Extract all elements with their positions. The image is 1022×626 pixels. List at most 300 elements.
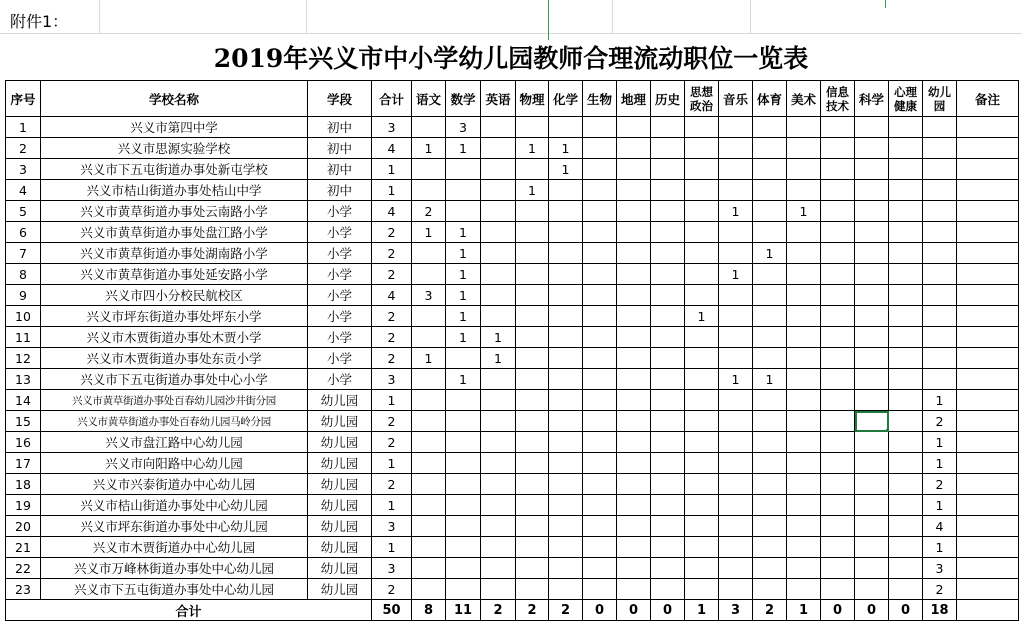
row-subject-cell[interactable] xyxy=(446,159,481,180)
row-subject-cell[interactable] xyxy=(617,453,651,474)
row-subject-cell[interactable] xyxy=(719,558,753,579)
row-subject-cell[interactable] xyxy=(583,285,617,306)
row-school[interactable]: 兴义市黄草街道办事处百春幼儿园马岭分园 xyxy=(41,411,308,432)
row-subject-cell[interactable] xyxy=(719,495,753,516)
row-subject-cell[interactable] xyxy=(583,264,617,285)
row-seq[interactable]: 9 xyxy=(6,285,41,306)
row-subject-cell[interactable] xyxy=(889,264,923,285)
row-seq[interactable]: 10 xyxy=(6,306,41,327)
row-subject-cell[interactable] xyxy=(651,537,685,558)
row-subject-cell[interactable] xyxy=(923,306,957,327)
row-subject-cell[interactable] xyxy=(855,180,889,201)
row-seq[interactable]: 6 xyxy=(6,222,41,243)
row-subject-cell[interactable] xyxy=(481,264,516,285)
row-subject-cell[interactable] xyxy=(787,579,821,600)
row-seq[interactable]: 4 xyxy=(6,180,41,201)
row-subject-cell[interactable] xyxy=(719,243,753,264)
row-subject-cell[interactable] xyxy=(481,180,516,201)
row-subject-cell[interactable] xyxy=(685,516,719,537)
row-subject-cell[interactable] xyxy=(412,495,446,516)
row-subject-cell[interactable] xyxy=(617,495,651,516)
row-subject-cell[interactable] xyxy=(855,243,889,264)
row-subject-cell[interactable] xyxy=(412,306,446,327)
row-total[interactable]: 4 xyxy=(372,138,412,159)
header-subject[interactable]: 数学 xyxy=(446,81,481,117)
row-subject-cell[interactable] xyxy=(412,411,446,432)
row-subject-cell[interactable] xyxy=(516,117,549,138)
row-school[interactable]: 兴义市下五屯街道办事处中心幼儿园 xyxy=(41,579,308,600)
row-subject-cell[interactable]: 4 xyxy=(923,516,957,537)
row-subject-cell[interactable] xyxy=(753,222,787,243)
row-subject-cell[interactable] xyxy=(549,201,583,222)
row-subject-cell[interactable] xyxy=(787,180,821,201)
row-school[interactable]: 兴义市黄草街道办事处百春幼儿园沙井街分园 xyxy=(41,390,308,411)
row-subject-cell[interactable] xyxy=(549,222,583,243)
row-school[interactable]: 兴义市四小分校民航校区 xyxy=(41,285,308,306)
row-notes-cell[interactable] xyxy=(957,579,1019,600)
header-subject[interactable]: 生物 xyxy=(583,81,617,117)
row-subject-cell[interactable] xyxy=(685,474,719,495)
row-subject-cell[interactable] xyxy=(651,285,685,306)
row-seq[interactable]: 15 xyxy=(6,411,41,432)
row-subject-cell[interactable] xyxy=(889,537,923,558)
row-subject-cell[interactable] xyxy=(719,390,753,411)
row-subject-cell[interactable] xyxy=(549,285,583,306)
row-subject-cell[interactable] xyxy=(889,159,923,180)
row-seq[interactable]: 2 xyxy=(6,138,41,159)
row-subject-cell[interactable] xyxy=(787,495,821,516)
row-subject-cell[interactable] xyxy=(481,516,516,537)
row-level[interactable]: 幼儿园 xyxy=(308,432,372,453)
row-subject-cell[interactable]: 1 xyxy=(412,138,446,159)
row-notes-cell[interactable] xyxy=(957,201,1019,222)
row-subject-cell[interactable] xyxy=(481,159,516,180)
row-subject-cell[interactable] xyxy=(787,117,821,138)
row-subject-cell[interactable] xyxy=(412,516,446,537)
row-subject-cell[interactable] xyxy=(549,411,583,432)
row-seq[interactable]: 23 xyxy=(6,579,41,600)
row-subject-cell[interactable] xyxy=(889,285,923,306)
header-subject[interactable]: 幼儿园 xyxy=(923,81,957,117)
row-subject-cell[interactable] xyxy=(446,180,481,201)
total-cell[interactable]: 2 xyxy=(753,600,787,621)
row-seq[interactable]: 7 xyxy=(6,243,41,264)
row-subject-cell[interactable] xyxy=(651,138,685,159)
row-subject-cell[interactable] xyxy=(923,327,957,348)
row-subject-cell[interactable] xyxy=(516,516,549,537)
total-cell[interactable]: 8 xyxy=(412,600,446,621)
row-subject-cell[interactable] xyxy=(583,579,617,600)
row-subject-cell[interactable] xyxy=(549,558,583,579)
row-subject-cell[interactable]: 1 xyxy=(753,369,787,390)
row-subject-cell[interactable] xyxy=(481,390,516,411)
row-school[interactable]: 兴义市木贾街道办中心幼儿园 xyxy=(41,537,308,558)
header-subject[interactable]: 心理健康 xyxy=(889,81,923,117)
row-subject-cell[interactable] xyxy=(617,159,651,180)
row-level[interactable]: 初中 xyxy=(308,159,372,180)
row-subject-cell[interactable] xyxy=(787,432,821,453)
row-total[interactable]: 1 xyxy=(372,180,412,201)
row-subject-cell[interactable] xyxy=(651,411,685,432)
row-subject-cell[interactable] xyxy=(549,348,583,369)
row-total[interactable]: 3 xyxy=(372,516,412,537)
row-subject-cell[interactable] xyxy=(617,243,651,264)
row-subject-cell[interactable] xyxy=(685,180,719,201)
row-subject-cell[interactable] xyxy=(412,390,446,411)
row-subject-cell[interactable]: 1 xyxy=(719,369,753,390)
row-level[interactable]: 小学 xyxy=(308,201,372,222)
row-subject-cell[interactable] xyxy=(685,159,719,180)
row-subject-cell[interactable] xyxy=(719,537,753,558)
row-subject-cell[interactable] xyxy=(516,285,549,306)
row-total[interactable]: 2 xyxy=(372,243,412,264)
row-subject-cell[interactable] xyxy=(412,579,446,600)
row-level[interactable]: 幼儿园 xyxy=(308,516,372,537)
row-subject-cell[interactable] xyxy=(753,432,787,453)
row-subject-cell[interactable] xyxy=(516,327,549,348)
row-subject-cell[interactable] xyxy=(719,516,753,537)
row-subject-cell[interactable] xyxy=(821,222,855,243)
row-subject-cell[interactable] xyxy=(719,222,753,243)
row-subject-cell[interactable] xyxy=(549,390,583,411)
total-cell[interactable]: 18 xyxy=(923,600,957,621)
row-subject-cell[interactable] xyxy=(617,432,651,453)
row-subject-cell[interactable] xyxy=(617,138,651,159)
row-notes-cell[interactable] xyxy=(957,390,1019,411)
row-subject-cell[interactable] xyxy=(855,327,889,348)
total-notes-cell[interactable] xyxy=(957,600,1019,621)
row-level[interactable]: 小学 xyxy=(308,306,372,327)
row-subject-cell[interactable] xyxy=(685,117,719,138)
total-cell[interactable]: 1 xyxy=(787,600,821,621)
row-level[interactable]: 小学 xyxy=(308,348,372,369)
row-subject-cell[interactable]: 1 xyxy=(923,390,957,411)
row-subject-cell[interactable] xyxy=(855,201,889,222)
total-cell[interactable]: 0 xyxy=(889,600,923,621)
row-subject-cell[interactable] xyxy=(923,264,957,285)
row-subject-cell[interactable] xyxy=(549,495,583,516)
row-subject-cell[interactable] xyxy=(821,516,855,537)
row-school[interactable]: 兴义市木贾街道办事处木贾小学 xyxy=(41,327,308,348)
header-subject[interactable]: 语文 xyxy=(412,81,446,117)
row-subject-cell[interactable] xyxy=(549,180,583,201)
row-subject-cell[interactable] xyxy=(787,348,821,369)
row-subject-cell[interactable]: 1 xyxy=(719,264,753,285)
row-school[interactable]: 兴义市坪东街道办事处坪东小学 xyxy=(41,306,308,327)
row-subject-cell[interactable] xyxy=(651,390,685,411)
row-total[interactable]: 2 xyxy=(372,264,412,285)
row-subject-cell[interactable] xyxy=(889,348,923,369)
row-notes-cell[interactable] xyxy=(957,516,1019,537)
row-subject-cell[interactable] xyxy=(821,138,855,159)
row-subject-cell[interactable] xyxy=(583,138,617,159)
row-subject-cell[interactable]: 1 xyxy=(446,222,481,243)
row-subject-cell[interactable] xyxy=(719,348,753,369)
row-notes-cell[interactable] xyxy=(957,285,1019,306)
row-level[interactable]: 幼儿园 xyxy=(308,579,372,600)
row-seq[interactable]: 14 xyxy=(6,390,41,411)
row-level[interactable]: 初中 xyxy=(308,180,372,201)
row-subject-cell[interactable] xyxy=(889,453,923,474)
row-subject-cell[interactable] xyxy=(923,180,957,201)
row-subject-cell[interactable] xyxy=(889,306,923,327)
row-level[interactable]: 小学 xyxy=(308,222,372,243)
row-total[interactable]: 2 xyxy=(372,411,412,432)
row-subject-cell[interactable] xyxy=(787,138,821,159)
row-subject-cell[interactable] xyxy=(446,495,481,516)
row-subject-cell[interactable] xyxy=(923,243,957,264)
row-notes-cell[interactable] xyxy=(957,306,1019,327)
row-subject-cell[interactable] xyxy=(516,432,549,453)
header-subject[interactable]: 英语 xyxy=(481,81,516,117)
row-subject-cell[interactable]: 1 xyxy=(481,327,516,348)
row-subject-cell[interactable] xyxy=(753,327,787,348)
row-subject-cell[interactable] xyxy=(923,369,957,390)
row-subject-cell[interactable] xyxy=(821,327,855,348)
row-subject-cell[interactable] xyxy=(753,516,787,537)
row-subject-cell[interactable] xyxy=(446,579,481,600)
row-subject-cell[interactable] xyxy=(516,453,549,474)
row-total[interactable]: 2 xyxy=(372,432,412,453)
row-subject-cell[interactable] xyxy=(685,453,719,474)
row-subject-cell[interactable] xyxy=(549,453,583,474)
row-subject-cell[interactable] xyxy=(446,474,481,495)
row-subject-cell[interactable] xyxy=(719,327,753,348)
row-subject-cell[interactable] xyxy=(821,537,855,558)
row-subject-cell[interactable] xyxy=(583,390,617,411)
row-subject-cell[interactable]: 1 xyxy=(446,327,481,348)
row-subject-cell[interactable] xyxy=(651,243,685,264)
row-subject-cell[interactable] xyxy=(446,453,481,474)
row-subject-cell[interactable] xyxy=(516,411,549,432)
row-seq[interactable]: 11 xyxy=(6,327,41,348)
row-subject-cell[interactable]: 1 xyxy=(446,306,481,327)
row-subject-cell[interactable] xyxy=(685,390,719,411)
row-subject-cell[interactable] xyxy=(516,369,549,390)
row-subject-cell[interactable]: 3 xyxy=(412,285,446,306)
header-subject[interactable]: 化学 xyxy=(549,81,583,117)
row-level[interactable]: 幼儿园 xyxy=(308,390,372,411)
row-subject-cell[interactable] xyxy=(719,285,753,306)
row-subject-cell[interactable] xyxy=(617,348,651,369)
row-seq[interactable]: 17 xyxy=(6,453,41,474)
row-total[interactable]: 4 xyxy=(372,201,412,222)
row-subject-cell[interactable]: 1 xyxy=(923,537,957,558)
row-subject-cell[interactable] xyxy=(651,180,685,201)
row-subject-cell[interactable] xyxy=(481,243,516,264)
row-school[interactable]: 兴义市思源实验学校 xyxy=(41,138,308,159)
row-subject-cell[interactable] xyxy=(787,390,821,411)
row-subject-cell[interactable]: 2 xyxy=(412,201,446,222)
row-notes-cell[interactable] xyxy=(957,411,1019,432)
row-subject-cell[interactable] xyxy=(583,201,617,222)
row-subject-cell[interactable]: 1 xyxy=(446,369,481,390)
row-subject-cell[interactable] xyxy=(821,453,855,474)
row-subject-cell[interactable] xyxy=(923,222,957,243)
row-subject-cell[interactable] xyxy=(549,474,583,495)
row-subject-cell[interactable] xyxy=(549,432,583,453)
row-subject-cell[interactable] xyxy=(617,369,651,390)
row-subject-cell[interactable] xyxy=(855,306,889,327)
row-subject-cell[interactable] xyxy=(583,369,617,390)
row-subject-cell[interactable]: 1 xyxy=(412,348,446,369)
row-subject-cell[interactable] xyxy=(855,117,889,138)
row-level[interactable]: 幼儿园 xyxy=(308,453,372,474)
row-school[interactable]: 兴义市黄草街道办事处延安路小学 xyxy=(41,264,308,285)
row-subject-cell[interactable] xyxy=(481,201,516,222)
row-school[interactable]: 兴义市兴泰街道办中心幼儿园 xyxy=(41,474,308,495)
row-subject-cell[interactable] xyxy=(855,474,889,495)
row-subject-cell[interactable] xyxy=(481,579,516,600)
row-level[interactable]: 幼儿园 xyxy=(308,537,372,558)
row-subject-cell[interactable] xyxy=(787,285,821,306)
row-subject-cell[interactable] xyxy=(753,474,787,495)
total-cell[interactable]: 0 xyxy=(651,600,685,621)
row-subject-cell[interactable] xyxy=(685,264,719,285)
row-subject-cell[interactable]: 1 xyxy=(446,243,481,264)
row-subject-cell[interactable] xyxy=(481,495,516,516)
row-subject-cell[interactable] xyxy=(651,159,685,180)
row-subject-cell[interactable] xyxy=(821,558,855,579)
row-subject-cell[interactable] xyxy=(446,348,481,369)
total-cell[interactable]: 0 xyxy=(583,600,617,621)
row-subject-cell[interactable] xyxy=(412,180,446,201)
row-seq[interactable]: 20 xyxy=(6,516,41,537)
row-subject-cell[interactable] xyxy=(719,138,753,159)
row-subject-cell[interactable] xyxy=(753,495,787,516)
row-subject-cell[interactable] xyxy=(753,180,787,201)
row-subject-cell[interactable] xyxy=(753,138,787,159)
row-total[interactable]: 3 xyxy=(372,369,412,390)
row-subject-cell[interactable] xyxy=(821,369,855,390)
row-subject-cell[interactable] xyxy=(821,411,855,432)
row-subject-cell[interactable] xyxy=(617,117,651,138)
row-subject-cell[interactable] xyxy=(753,390,787,411)
row-subject-cell[interactable] xyxy=(753,558,787,579)
row-subject-cell[interactable] xyxy=(787,159,821,180)
row-subject-cell[interactable] xyxy=(446,390,481,411)
row-subject-cell[interactable]: 3 xyxy=(923,558,957,579)
row-subject-cell[interactable]: 1 xyxy=(446,138,481,159)
row-subject-cell[interactable] xyxy=(753,537,787,558)
row-subject-cell[interactable]: 1 xyxy=(753,243,787,264)
row-school[interactable]: 兴义市桔山街道办事处桔山中学 xyxy=(41,180,308,201)
row-subject-cell[interactable]: 2 xyxy=(923,474,957,495)
row-subject-cell[interactable] xyxy=(583,348,617,369)
row-subject-cell[interactable]: 1 xyxy=(549,138,583,159)
total-cell[interactable]: 2 xyxy=(481,600,516,621)
row-subject-cell[interactable] xyxy=(481,369,516,390)
header-school[interactable]: 学校名称 xyxy=(41,81,308,117)
row-subject-cell[interactable] xyxy=(753,453,787,474)
row-subject-cell[interactable] xyxy=(549,579,583,600)
row-school[interactable]: 兴义市下五屯街道办事处中心小学 xyxy=(41,369,308,390)
row-seq[interactable]: 5 xyxy=(6,201,41,222)
row-level[interactable]: 小学 xyxy=(308,327,372,348)
header-subject[interactable]: 思想政治 xyxy=(685,81,719,117)
row-subject-cell[interactable] xyxy=(446,516,481,537)
row-subject-cell[interactable] xyxy=(685,348,719,369)
row-subject-cell[interactable] xyxy=(855,537,889,558)
row-subject-cell[interactable] xyxy=(651,516,685,537)
row-subject-cell[interactable] xyxy=(617,537,651,558)
row-subject-cell[interactable] xyxy=(651,369,685,390)
row-subject-cell[interactable] xyxy=(516,243,549,264)
row-subject-cell[interactable] xyxy=(516,537,549,558)
row-subject-cell[interactable] xyxy=(855,159,889,180)
row-notes-cell[interactable] xyxy=(957,432,1019,453)
row-subject-cell[interactable] xyxy=(787,369,821,390)
row-subject-cell[interactable] xyxy=(651,579,685,600)
row-subject-cell[interactable] xyxy=(855,138,889,159)
row-subject-cell[interactable] xyxy=(719,180,753,201)
row-subject-cell[interactable] xyxy=(583,516,617,537)
row-subject-cell[interactable] xyxy=(412,264,446,285)
row-subject-cell[interactable] xyxy=(855,285,889,306)
row-subject-cell[interactable] xyxy=(617,327,651,348)
row-subject-cell[interactable] xyxy=(787,327,821,348)
row-total[interactable]: 2 xyxy=(372,348,412,369)
header-subject[interactable]: 科学 xyxy=(855,81,889,117)
row-subject-cell[interactable] xyxy=(889,432,923,453)
row-subject-cell[interactable] xyxy=(787,264,821,285)
row-school[interactable]: 兴义市坪东街道办事处中心幼儿园 xyxy=(41,516,308,537)
row-subject-cell[interactable] xyxy=(719,579,753,600)
row-subject-cell[interactable] xyxy=(753,306,787,327)
row-notes-cell[interactable] xyxy=(957,180,1019,201)
row-subject-cell[interactable] xyxy=(583,222,617,243)
row-subject-cell[interactable] xyxy=(821,201,855,222)
row-subject-cell[interactable] xyxy=(719,159,753,180)
row-subject-cell[interactable] xyxy=(787,453,821,474)
row-subject-cell[interactable] xyxy=(412,453,446,474)
row-subject-cell[interactable] xyxy=(583,159,617,180)
total-sum[interactable]: 50 xyxy=(372,600,412,621)
row-subject-cell[interactable] xyxy=(855,264,889,285)
row-subject-cell[interactable] xyxy=(412,117,446,138)
total-cell[interactable]: 1 xyxy=(685,600,719,621)
row-subject-cell[interactable] xyxy=(412,159,446,180)
row-subject-cell[interactable]: 1 xyxy=(923,432,957,453)
row-subject-cell[interactable] xyxy=(889,117,923,138)
row-subject-cell[interactable] xyxy=(583,474,617,495)
header-subject[interactable]: 美术 xyxy=(787,81,821,117)
row-subject-cell[interactable] xyxy=(481,432,516,453)
row-subject-cell[interactable] xyxy=(481,138,516,159)
row-notes-cell[interactable] xyxy=(957,117,1019,138)
row-school[interactable]: 兴义市黄草街道办事处湖南路小学 xyxy=(41,243,308,264)
row-subject-cell[interactable] xyxy=(651,474,685,495)
row-subject-cell[interactable] xyxy=(685,243,719,264)
row-total[interactable]: 1 xyxy=(372,453,412,474)
row-subject-cell[interactable] xyxy=(651,495,685,516)
row-subject-cell[interactable]: 1 xyxy=(516,138,549,159)
row-subject-cell[interactable]: 1 xyxy=(412,222,446,243)
header-subject[interactable]: 地理 xyxy=(617,81,651,117)
row-seq[interactable]: 21 xyxy=(6,537,41,558)
row-subject-cell[interactable] xyxy=(446,411,481,432)
row-total[interactable]: 2 xyxy=(372,579,412,600)
row-subject-cell[interactable] xyxy=(516,159,549,180)
row-subject-cell[interactable] xyxy=(412,369,446,390)
row-subject-cell[interactable] xyxy=(889,411,923,432)
row-total[interactable]: 3 xyxy=(372,558,412,579)
row-subject-cell[interactable] xyxy=(889,558,923,579)
row-subject-cell[interactable] xyxy=(855,453,889,474)
row-notes-cell[interactable] xyxy=(957,537,1019,558)
row-subject-cell[interactable] xyxy=(719,411,753,432)
row-subject-cell[interactable] xyxy=(685,222,719,243)
